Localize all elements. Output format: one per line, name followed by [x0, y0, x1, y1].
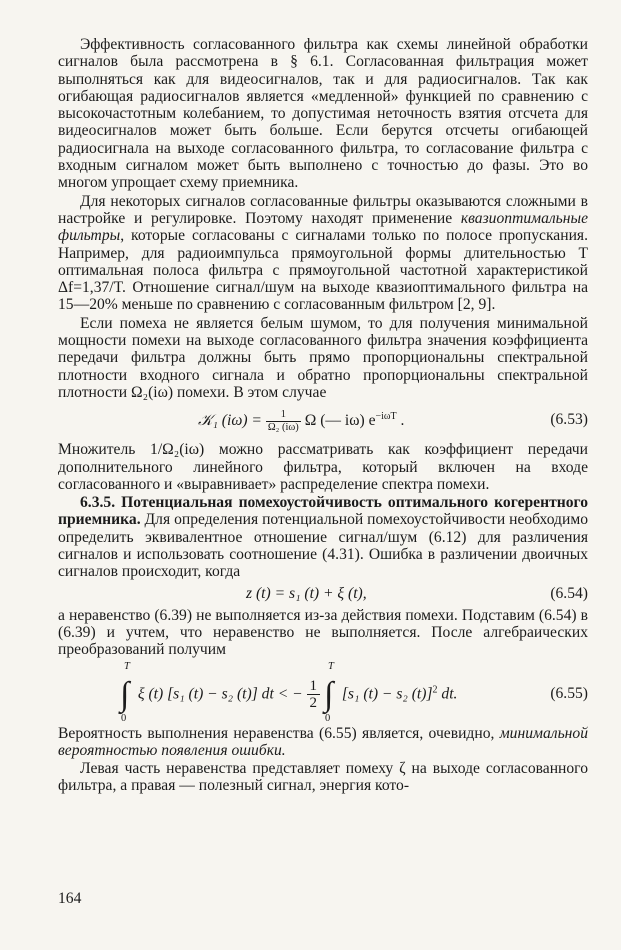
- paragraph-5-text: Для определения потенциальной помехоустойчивости необходимо определить эквивалентное отношение сигнал/шум (6.12) для различения сигналов и использовать соотношение (4.31). Ошибка в различении двоичных сигналов происходит, когда: [58, 511, 588, 581]
- formula-6-53-tail: .: [400, 412, 405, 430]
- paragraph-4: Множитель 1/Ω₂(iω) можно рассматривать как коэффициент передачи дополнительного линейного фильтра, который включен на входе согласованного и «выравнивает» распределение спектра помехи.: [58, 441, 588, 493]
- formula-6-55-half-denominator: 2: [309, 695, 318, 711]
- formula-6-55-half-numerator: 1: [307, 678, 321, 695]
- integral-left-sign-icon: ∫: [120, 675, 130, 713]
- paragraph-6: а неравенство (6.39) не выполняется из-за действия помехи. Подставим (6.54) в (6.39) и учтем, что неравенство не выполняется. После алгебраических преобразований получим: [58, 606, 588, 659]
- paragraph-2-text-b: , которые согласованы с сигналами только по полосе пропускания. Например, для радиоимпульса прямоугольной формы длительностью T оптимальная полоса фильтра с прямоугольной частотной характеристикой Δf=1,37/T. Отношение сигнал/шум на выходе квазиоптимального фильтра на 15—20% меньше по сравнению с согласованным фильтром [2, 9].: [58, 227, 588, 314]
- formula-6-55-rhs: [s₁ (t) − s₂ (t)]: [341, 685, 433, 703]
- formula-6-53-fraction: [266, 409, 301, 434]
- formula-6-53-rhs: Ω (— iω) e: [304, 412, 376, 430]
- integral-right: [323, 660, 338, 724]
- paragraph-2: [58, 193, 588, 314]
- paragraph-7: [58, 725, 588, 760]
- formula-6-53-numerator: 1: [266, 409, 301, 422]
- paragraph-8: Левая часть неравенства представляет помеху ζ на выходе согласованного фильтра, а правая — полезный сигнал, энергия кото-: [58, 760, 588, 795]
- formula-6-53-denominator: Ω₂ (iω): [267, 422, 299, 434]
- formula-6-55-expression: [120, 660, 458, 724]
- formula-6-53-expression: [198, 409, 404, 434]
- paragraph-3: Если помеха не является белым шумом, то для получения минимальной мощности помехи на выходе согласованного фильтра значения коэффициента передачи фильтра должны быть прямо пропорциональны спектральной плотности входного сигнала и обратно пропорциональны спектральной плотности Ω₂(iω) помехи. В этом случае: [58, 314, 588, 401]
- formula-6-55-square: 2: [432, 683, 438, 695]
- page-body: [58, 36, 588, 795]
- formula-6-55: [58, 659, 588, 725]
- formula-6-55-dt: dt.: [437, 685, 458, 703]
- paragraph-2-text-a: Для некоторых сигналов согласованные фильтры оказываются сложными в настройке и регулировке. Поэтому находят применение: [58, 192, 588, 227]
- term-min-error-probability: минимальной вероятностью появления ошибки.: [58, 724, 588, 759]
- formula-6-54-expression: z (t) = s₁ (t) + ξ (t),: [246, 584, 367, 602]
- paragraph-5: [58, 494, 588, 580]
- formula-6-55-half: [307, 678, 321, 711]
- formula-6-53: [58, 401, 588, 441]
- paragraph-7-text: Вероятность выполнения неравенства (6.55) является, очевидно,: [58, 724, 500, 742]
- formula-6-53-lhs: 𝒦₁ (iω) =: [198, 412, 262, 430]
- formula-6-53-exponent: −iωT: [375, 411, 397, 423]
- integral-left-upper-limit: T: [124, 660, 130, 672]
- page-number: 164: [58, 890, 82, 907]
- integral-right-sign-icon: ∫: [323, 675, 334, 713]
- integral-right-upper-limit: T: [327, 660, 334, 672]
- term-quasioptimal-filters: квазиоптимальные фильтры: [58, 209, 588, 245]
- integral-left: [120, 660, 134, 724]
- formula-6-54-number: (6.54): [550, 584, 588, 602]
- formula-6-53-number: (6.53): [550, 411, 588, 429]
- section-heading-6-3-5: 6.3.5. Потенциальная помехоустойчивость оптимального когерентного приемника.: [58, 494, 588, 529]
- formula-6-54: [58, 581, 588, 607]
- formula-6-55-lhs: ξ (t) [s₁ (t) − s₂ (t)] dt < −: [137, 685, 303, 703]
- formula-6-55-number: (6.55): [550, 684, 588, 702]
- integral-left-lower-limit: 0: [121, 712, 127, 724]
- integral-right-lower-limit: 0: [324, 712, 331, 724]
- paragraph-1: Эффективность согласованного фильтра как схемы линейной обработки сигналов была рассмотрена в § 6.1. Согласованная фильтрация может выполняться как для видеосигналов, так и для радиосигналов. Так как огибающая радиосигналов является «медленной» функцией по сравнению с высокочастотным колебанием, то допустимая неточность взятия отсчета для видеосигналов может быть больше. Если берутся отсчеты огибающей радиосигнала на выходе согласованного фильтра, то согласование фильтра с входным сигналом может быть выполнено с точностью до фазы. Это во многом упрощает схему приемника.: [58, 36, 588, 192]
